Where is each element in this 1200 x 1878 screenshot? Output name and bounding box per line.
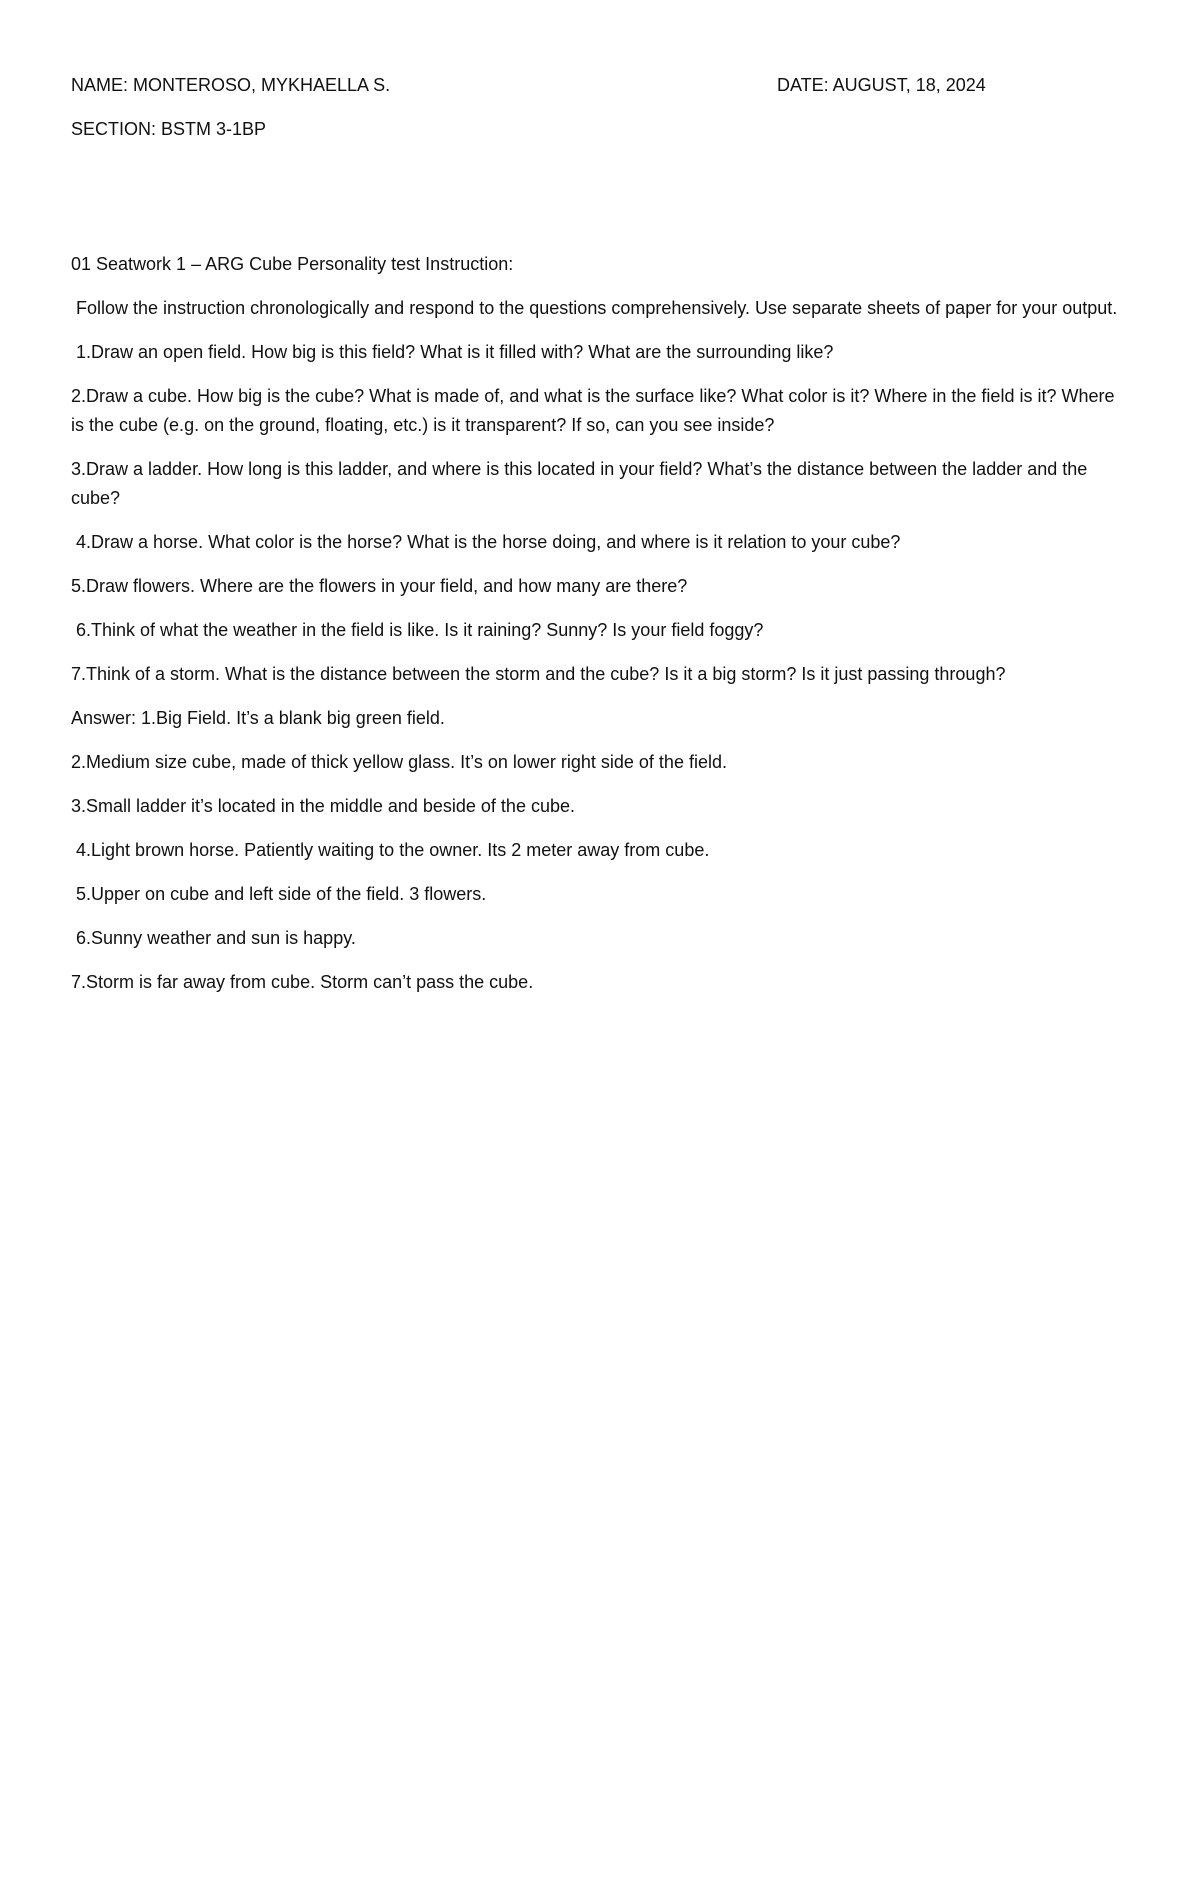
answer-item: 2.Medium size cube, made of thick yellow glass. It’s on lower right side of the field. bbox=[71, 752, 727, 772]
instruction-intro: Follow the instruction chronologically and respond to the questions comprehensively. Use separate sheets of paper for your output. bbox=[71, 298, 1118, 318]
answer-item: 3.Small ladder it’s located in the middle and beside of the cube. bbox=[71, 796, 575, 816]
question-item: 6.Think of what the weather in the field is like. Is it raining? Sunny? Is your field foggy? bbox=[71, 620, 764, 640]
answer-item: 7.Storm is far away from cube. Storm can’t pass the cube. bbox=[71, 972, 534, 992]
seatwork-title: 01 Seatwork 1 – ARG Cube Personality test Instruction: bbox=[71, 254, 514, 274]
question-item: 7.Think of a storm. What is the distance between the storm and the cube? Is it a big storm? Is it just passing through? bbox=[71, 664, 1006, 684]
question-item: 3.Draw a ladder. How long is this ladder, and where is this located in your field? What’s the distance between the ladder and the cube? bbox=[71, 459, 1088, 508]
answer-item: 6.Sunny weather and sun is happy. bbox=[71, 928, 356, 948]
answer-item: Answer: 1.Big Field. It’s a blank big green field. bbox=[71, 708, 445, 728]
document-body bbox=[71, 250, 1131, 1012]
question-item: 2.Draw a cube. How big is the cube? What is made of, and what is the surface like? What color is it? Where in the field is it? Where is the cube (e.g. on the ground, floating, etc.) is it transparent? If so, can you see inside? bbox=[71, 386, 1115, 435]
question-item: 5.Draw flowers. Where are the flowers in your field, and how many are there? bbox=[71, 576, 688, 596]
section-line: SECTION: BSTM 3-1BP bbox=[71, 119, 267, 139]
date-line: DATE: AUGUST, 18, 2024 bbox=[777, 75, 986, 95]
question-item: 1.Draw an open field. How big is this field? What is it filled with? What are the surrounding like? bbox=[71, 342, 834, 362]
answer-item: 5.Upper on cube and left side of the field. 3 flowers. bbox=[71, 884, 487, 904]
answer-item: 4.Light brown horse. Patiently waiting to the owner. Its 2 meter away from cube. bbox=[71, 840, 710, 860]
header-row bbox=[71, 73, 1131, 97]
student-name: NAME: MONTEROSO, MYKHAELLA S. bbox=[71, 75, 391, 95]
question-item: 4.Draw a horse. What color is the horse? What is the horse doing, and where is it relation to your cube? bbox=[71, 532, 901, 552]
